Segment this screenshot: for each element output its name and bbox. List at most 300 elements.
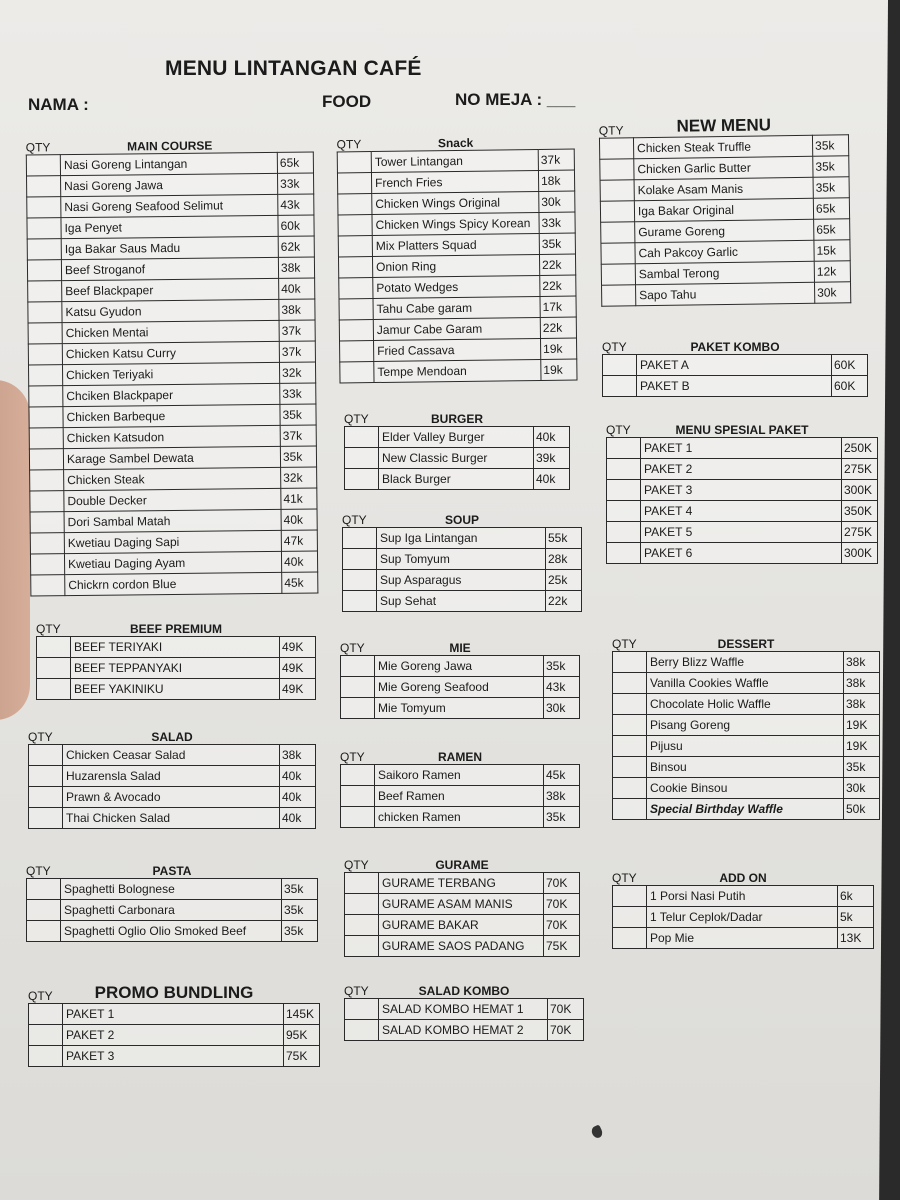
qty-cell[interactable]	[29, 1025, 63, 1046]
qty-cell[interactable]	[613, 928, 647, 949]
item-price: 35k	[280, 446, 316, 467]
qty-cell[interactable]	[603, 376, 637, 397]
menu-row	[29, 1004, 320, 1025]
item-name: GURAME BAKAR	[379, 915, 544, 936]
qty-header: QTY	[340, 750, 365, 764]
item-name: Thai Chicken Salad	[63, 808, 280, 829]
item-price: 65k	[813, 198, 849, 220]
item-price: 40k	[281, 509, 317, 530]
item-name: Double Decker	[64, 488, 281, 511]
qty-cell[interactable]	[27, 239, 61, 260]
qty-header: QTY	[598, 123, 624, 138]
menu-row	[29, 383, 316, 407]
section-header	[599, 116, 849, 137]
qty-cell[interactable]	[29, 808, 63, 829]
qty-cell[interactable]	[341, 698, 375, 719]
qty-cell[interactable]	[338, 257, 372, 278]
qty-cell[interactable]	[599, 138, 633, 159]
qty-cell[interactable]	[29, 787, 63, 808]
qty-cell[interactable]	[340, 341, 374, 362]
item-price: 22k	[539, 254, 575, 275]
menu-row	[340, 359, 577, 383]
menu-row	[345, 873, 580, 894]
qty-cell[interactable]	[341, 786, 375, 807]
menu-table	[337, 149, 578, 384]
qty-cell[interactable]	[337, 152, 371, 173]
qty-cell[interactable]	[613, 886, 647, 907]
qty-cell[interactable]	[613, 715, 647, 736]
qty-cell[interactable]	[345, 873, 379, 894]
menu-row	[30, 551, 317, 575]
item-price: 35k	[544, 807, 580, 828]
qty-cell[interactable]	[600, 159, 634, 180]
item-name: Nasi Goreng Jawa	[61, 173, 278, 196]
qty-cell[interactable]	[29, 1004, 63, 1025]
item-name: Huzarensla Salad	[63, 766, 280, 787]
qty-cell[interactable]	[341, 807, 375, 828]
qty-cell[interactable]	[338, 194, 372, 215]
section-header	[344, 980, 584, 998]
item-price: 19K	[844, 736, 880, 757]
qty-cell[interactable]	[601, 243, 635, 264]
item-name: PAKET 6	[641, 543, 842, 564]
item-price: 70K	[544, 894, 580, 915]
section-title: SOUP	[444, 513, 479, 527]
menu-table	[340, 655, 580, 719]
item-price: 49K	[280, 658, 316, 679]
qty-cell[interactable]	[343, 549, 377, 570]
item-price: 40k	[280, 787, 316, 808]
qty-cell[interactable]	[607, 480, 641, 501]
item-name: PAKET 2	[63, 1025, 284, 1046]
item-name: Chicken Barbeque	[63, 404, 280, 427]
item-name: Potato Wedges	[373, 275, 540, 298]
menu-row	[607, 459, 878, 480]
qty-cell[interactable]	[27, 176, 61, 197]
qty-cell[interactable]	[343, 591, 377, 612]
qty-cell[interactable]	[37, 658, 71, 679]
item-name: PAKET A	[637, 355, 832, 376]
qty-cell[interactable]	[338, 215, 372, 236]
item-price: 250K	[842, 438, 878, 459]
qty-cell[interactable]	[27, 197, 61, 218]
menu-row	[29, 787, 316, 808]
menu-row	[341, 765, 580, 786]
menu-table	[602, 354, 868, 397]
item-price: 35k	[539, 233, 575, 254]
menu-table	[612, 885, 874, 949]
qty-cell[interactable]	[27, 921, 61, 942]
qty-cell[interactable]	[27, 218, 61, 239]
qty-cell[interactable]	[29, 386, 63, 407]
menu-row	[30, 467, 317, 491]
item-price: 33k	[277, 173, 313, 194]
qty-cell[interactable]	[29, 407, 63, 428]
qty-cell[interactable]	[601, 222, 635, 243]
section-header	[602, 336, 868, 354]
menu-row	[613, 799, 880, 820]
menu-row	[27, 194, 314, 218]
item-price: 5k	[838, 907, 874, 928]
item-name: Elder Valley Burger	[379, 427, 534, 448]
menu-row	[29, 425, 316, 449]
section-main-course	[26, 134, 319, 597]
qty-cell[interactable]	[613, 736, 647, 757]
item-price: 35k	[844, 757, 880, 778]
qty-cell[interactable]	[28, 344, 62, 365]
menu-row	[28, 362, 315, 386]
qty-cell[interactable]	[28, 365, 62, 386]
qty-cell[interactable]	[28, 323, 62, 344]
item-price: 40k	[280, 808, 316, 829]
section-title: BURGER	[430, 412, 483, 426]
qty-cell[interactable]	[29, 766, 63, 787]
item-name: Mie Goreng Seafood	[375, 677, 544, 698]
item-name: Beef Ramen	[375, 786, 544, 807]
qty-cell[interactable]	[30, 470, 64, 491]
item-price: 38k	[844, 694, 880, 715]
section-title: BEEF PREMIUM	[129, 622, 222, 636]
item-name: Sapo Tahu	[636, 282, 815, 305]
menu-row	[27, 257, 314, 281]
section-mie	[340, 637, 580, 719]
qty-header: QTY	[344, 984, 369, 998]
item-price: 15k	[814, 240, 850, 262]
qty-cell[interactable]	[26, 155, 60, 176]
qty-cell[interactable]	[602, 285, 636, 306]
item-name: Dori Sambal Matah	[64, 509, 281, 532]
qty-cell[interactable]	[27, 879, 61, 900]
item-price: 70K	[544, 873, 580, 894]
item-price: 38k	[279, 299, 315, 320]
item-name: French Fries	[371, 170, 538, 193]
item-name: Kwetiau Daging Sapi	[64, 530, 281, 553]
section-title: ADD ON	[719, 871, 767, 885]
item-name: Chicken Garlic Butter	[634, 156, 813, 179]
item-price: 70K	[544, 915, 580, 936]
item-price: 22k	[540, 317, 576, 338]
item-price: 60K	[832, 355, 868, 376]
qty-cell[interactable]	[345, 936, 379, 957]
qty-cell[interactable]	[340, 362, 374, 383]
menu-row	[31, 572, 318, 596]
menu-row	[29, 446, 316, 470]
qty-cell[interactable]	[613, 694, 647, 715]
item-name: Chciken Blackpaper	[63, 383, 280, 406]
item-price: 35k	[282, 879, 318, 900]
section-snack	[336, 131, 577, 384]
item-price: 35k	[813, 177, 849, 199]
qty-header: QTY	[612, 871, 637, 885]
section-title: MAIN COURSE	[126, 138, 213, 154]
qty-cell[interactable]	[603, 355, 637, 376]
item-name: Special Birthday Waffle	[647, 799, 844, 820]
item-name: SALAD KOMBO HEMAT 1	[379, 999, 548, 1020]
menu-row	[27, 900, 318, 921]
item-price: 40k	[281, 551, 317, 572]
qty-cell[interactable]	[30, 512, 64, 533]
item-name: Berry Blizz Waffle	[647, 652, 844, 673]
qty-cell[interactable]	[600, 201, 634, 222]
item-price: 38k	[844, 673, 880, 694]
item-price: 25k	[546, 570, 582, 591]
menu-row	[613, 778, 880, 799]
item-price: 35k	[813, 156, 849, 178]
qty-header: QTY	[342, 513, 367, 527]
section-header	[26, 860, 318, 878]
qty-cell[interactable]	[613, 673, 647, 694]
item-price: 49K	[280, 637, 316, 658]
item-price: 38k	[844, 652, 880, 673]
item-price: 350K	[842, 501, 878, 522]
qty-cell[interactable]	[338, 236, 372, 257]
qty-header: QTY	[340, 641, 365, 655]
qty-cell[interactable]	[607, 501, 641, 522]
item-price: 62k	[278, 236, 314, 257]
section-header	[26, 134, 314, 155]
item-price: 40k	[534, 427, 570, 448]
qty-cell[interactable]	[30, 533, 64, 554]
menu-row	[613, 694, 880, 715]
qty-cell[interactable]	[345, 915, 379, 936]
menu-row	[345, 999, 584, 1020]
menu-row	[345, 894, 580, 915]
qty-cell[interactable]	[28, 281, 62, 302]
section-salad	[28, 726, 316, 829]
section-title: PASTA	[152, 864, 192, 878]
qty-cell[interactable]	[600, 180, 634, 201]
item-price: 38k	[278, 257, 314, 278]
qty-cell[interactable]	[613, 907, 647, 928]
thumb	[0, 380, 30, 720]
section-header	[336, 131, 574, 152]
item-name: Spaghetti Bolognese	[61, 879, 282, 900]
menu-row	[27, 879, 318, 900]
qty-cell[interactable]	[29, 428, 63, 449]
item-name: BEEF TERIYAKI	[71, 637, 280, 658]
item-name: Cookie Binsou	[647, 778, 844, 799]
item-price: 70K	[548, 1020, 584, 1041]
qty-header: QTY	[606, 423, 631, 437]
item-name: Saikoro Ramen	[375, 765, 544, 786]
item-name: Chicken Wings Original	[372, 191, 539, 214]
section-title: SALAD KOMBO	[418, 984, 510, 998]
section-header	[612, 633, 880, 651]
qty-cell[interactable]	[607, 438, 641, 459]
section-header	[612, 867, 874, 885]
menu-row	[339, 317, 576, 341]
item-price: 50k	[844, 799, 880, 820]
qty-cell[interactable]	[343, 528, 377, 549]
item-price: 35k	[282, 921, 318, 942]
item-price: 70K	[548, 999, 584, 1020]
qty-cell[interactable]	[341, 765, 375, 786]
item-name: Chicken Mentai	[62, 320, 279, 343]
item-name: Sup Iga Lintangan	[377, 528, 546, 549]
item-price: 30k	[539, 191, 575, 212]
item-price: 300K	[842, 543, 878, 564]
section-ramen	[340, 746, 580, 828]
item-price: 75K	[284, 1046, 320, 1067]
qty-cell[interactable]	[29, 745, 63, 766]
menu-row	[341, 807, 580, 828]
menu-row	[613, 652, 880, 673]
menu-row	[337, 149, 574, 173]
qty-cell[interactable]	[339, 278, 373, 299]
menu-row	[343, 591, 582, 612]
section-soup	[342, 509, 582, 612]
qty-cell[interactable]	[341, 677, 375, 698]
qty-header: QTY	[602, 340, 627, 354]
qty-cell[interactable]	[27, 900, 61, 921]
menu-row	[30, 509, 317, 533]
qty-header: QTY	[612, 637, 637, 651]
item-name: Chicken Katsu Curry	[62, 341, 279, 364]
qty-cell[interactable]	[339, 299, 373, 320]
qty-cell[interactable]	[345, 448, 379, 469]
qty-header: QTY	[344, 858, 369, 872]
menu-row	[26, 152, 313, 176]
menu-table	[344, 872, 580, 957]
section-header	[36, 618, 316, 636]
menu-table	[342, 527, 582, 612]
item-name: Black Burger	[379, 469, 534, 490]
item-name: Binsou	[647, 757, 844, 778]
menu-row	[613, 928, 874, 949]
menu-row	[613, 736, 880, 757]
menu-row	[607, 522, 878, 543]
menu-table	[344, 998, 584, 1041]
item-name: SALAD KOMBO HEMAT 2	[379, 1020, 548, 1041]
item-name: Onion Ring	[372, 254, 539, 277]
qty-cell[interactable]	[343, 570, 377, 591]
item-price: 40k	[280, 766, 316, 787]
item-price: 19K	[844, 715, 880, 736]
qty-cell[interactable]	[29, 1046, 63, 1067]
qty-cell[interactable]	[30, 554, 64, 575]
qty-cell[interactable]	[339, 320, 373, 341]
item-name: Chocolate Holic Waffle	[647, 694, 844, 715]
qty-cell[interactable]	[607, 459, 641, 480]
qty-cell[interactable]	[345, 427, 379, 448]
item-name: Chicken Teriyaki	[62, 362, 279, 385]
item-name: Pisang Goreng	[647, 715, 844, 736]
menu-row	[343, 549, 582, 570]
qty-cell[interactable]	[613, 757, 647, 778]
menu-row	[37, 658, 316, 679]
qty-header: QTY	[26, 864, 51, 878]
item-name: Nasi Goreng Seafood Selimut	[61, 194, 278, 217]
item-price: 33k	[280, 383, 316, 404]
item-price: 13K	[838, 928, 874, 949]
menu-row	[29, 745, 316, 766]
menu-row	[28, 320, 315, 344]
item-price: 30k	[844, 778, 880, 799]
item-name: Chicken Wings Spicy Korean	[372, 212, 539, 235]
qty-cell[interactable]	[31, 575, 65, 596]
section-salad-kombo	[344, 980, 584, 1041]
qty-cell[interactable]	[27, 260, 61, 281]
item-name: Iga Bakar Saus Madu	[61, 236, 278, 259]
menu-table	[340, 764, 580, 828]
qty-cell[interactable]	[28, 302, 62, 323]
qty-cell[interactable]	[607, 522, 641, 543]
item-name: Katsu Gyudon	[62, 299, 279, 322]
item-price: 60k	[278, 215, 314, 236]
section-menu-spesial-paket	[606, 419, 878, 564]
qty-cell[interactable]	[607, 543, 641, 564]
menu-row	[30, 530, 317, 554]
item-price: 38k	[280, 745, 316, 766]
qty-cell[interactable]	[37, 679, 71, 700]
menu-row	[345, 936, 580, 957]
qty-cell[interactable]	[613, 799, 647, 820]
item-price: 37k	[279, 320, 315, 341]
qty-cell[interactable]	[601, 264, 635, 285]
item-name: Tower Lintangan	[371, 150, 538, 173]
qty-cell[interactable]	[29, 449, 63, 470]
section-header	[606, 419, 878, 437]
item-price: 55k	[546, 528, 582, 549]
item-price: 43k	[278, 194, 314, 215]
qty-cell[interactable]	[37, 637, 71, 658]
item-name: PAKET 5	[641, 522, 842, 543]
qty-cell[interactable]	[345, 1020, 379, 1041]
item-name: PAKET 1	[63, 1004, 284, 1025]
menu-row	[337, 170, 574, 194]
section-title: PROMO BUNDLING	[94, 983, 254, 1002]
item-price: 43k	[544, 677, 580, 698]
menu-row	[603, 376, 868, 397]
item-name: PAKET 1	[641, 438, 842, 459]
qty-cell[interactable]	[341, 656, 375, 677]
qty-cell[interactable]	[345, 469, 379, 490]
menu-row	[27, 236, 314, 260]
qty-cell[interactable]	[613, 652, 647, 673]
food-label: FOOD	[322, 92, 372, 111]
qty-cell[interactable]	[345, 894, 379, 915]
item-name: Tahu Cabe garam	[373, 296, 540, 319]
section-header	[28, 726, 316, 744]
menu-row	[343, 528, 582, 549]
menu-row	[30, 488, 317, 512]
item-price: 40k	[279, 278, 315, 299]
menu-row	[613, 886, 874, 907]
menu-row	[340, 338, 577, 362]
item-price: 22k	[546, 591, 582, 612]
qty-cell[interactable]	[345, 999, 379, 1020]
qty-cell[interactable]	[30, 491, 64, 512]
item-name: Chicken Katsudon	[63, 425, 280, 448]
item-price: 37k	[538, 149, 574, 170]
item-price: 35k	[280, 404, 316, 425]
qty-cell[interactable]	[337, 173, 371, 194]
menu-row	[607, 501, 878, 522]
qty-header: QTY	[25, 140, 51, 155]
item-price: 22k	[540, 275, 576, 296]
item-name: Mie Goreng Jawa	[375, 656, 544, 677]
menu-row	[27, 215, 314, 239]
item-price: 12k	[814, 261, 850, 283]
item-name: GURAME ASAM MANIS	[379, 894, 544, 915]
item-price: 19k	[541, 359, 577, 380]
section-header	[340, 637, 580, 655]
item-price: 300K	[842, 480, 878, 501]
item-name: Nasi Goreng Lintangan	[60, 152, 277, 175]
item-price: 39k	[534, 448, 570, 469]
qty-cell[interactable]	[613, 778, 647, 799]
item-name: PAKET 3	[641, 480, 842, 501]
